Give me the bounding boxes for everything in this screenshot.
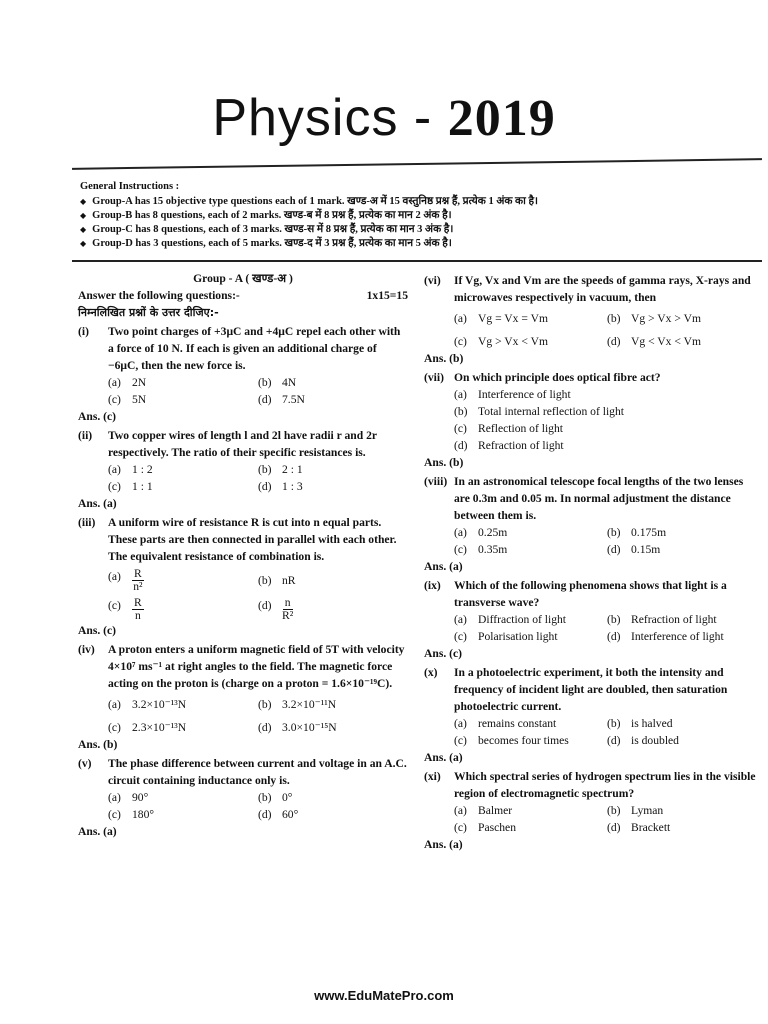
option: (d) is doubled (607, 734, 679, 747)
options (78, 789, 408, 823)
fraction: $\frac{R}{\text{n²}}$ (133, 567, 143, 593)
options (424, 386, 760, 454)
option: (b) 4N (258, 376, 297, 389)
question-text: Which spectral series of hydrogen spectrum lies in the visible region of electromagnetic spectrum? (454, 770, 756, 800)
option: (c) becomes four times (454, 734, 569, 747)
question-2 (78, 427, 408, 461)
option: (a) 0.25m (454, 526, 508, 539)
option: (b) nR (258, 574, 296, 587)
option: (b) 0° (258, 791, 293, 804)
answer: Ans. (c) (424, 647, 462, 660)
option: (b) Vg > Vx > Vm (607, 312, 701, 325)
option: (a) remains constant (454, 717, 557, 730)
question-text: In an astronomical telescope focal lengths of the two lenses are 0.3m and 0.05 m. In normal adjustment the distance between them is. (454, 475, 744, 522)
option: (b) 3.2×10⁻¹¹N (258, 698, 337, 711)
options (424, 310, 760, 350)
question-text: On which principle does optical fibre act? (454, 371, 661, 384)
instruction-item: ◆ Group-C has 8 questions, each of 3 marks. खण्ड-स में 8 प्रश्न हैं, प्रत्येक का मान 3 अंक है। (80, 223, 760, 237)
option: (b) 2 : 1 (258, 463, 303, 476)
question-text: Which of the following phenomena shows that light is a transverse wave? (454, 579, 727, 609)
instruction-item: ◆ Group-A has 15 objective type questions each of 1 mark. खण्ड-अ में 15 वस्तुनिष्ठ प्रश्न हैं, प्रत्येक 1 अंक का है। (80, 195, 760, 209)
option: (d) 1 : 3 (258, 480, 303, 493)
option: (a) 3.2×10⁻¹³N (108, 698, 187, 711)
option: (c) 2.3×10⁻¹³N (108, 721, 187, 734)
question-6 (424, 272, 760, 306)
question-text: If Vg, Vx and Vm are the speeds of gamma rays, X-rays and microwaves respectively in vacuum, then (454, 274, 751, 304)
question-text: Two copper wires of length l and 2l have radii r and 2r respectively. The ratio of their specific resistances is. (108, 429, 377, 459)
option: (d) 60° (258, 808, 299, 821)
options (424, 715, 760, 749)
question-text: Two point charges of +3μC and +4μC repel each other with a force of 10 N. If each is given an additional charge of −6μC, then the new force is. (108, 325, 401, 372)
question-11 (424, 768, 760, 802)
options (78, 461, 408, 495)
answer: Ans. (b) (424, 352, 464, 365)
question-number: (iv) (78, 643, 95, 656)
question-number: (v) (78, 757, 92, 770)
option: (a) Vg = Vx = Vm (454, 312, 548, 325)
title-rule (72, 158, 762, 170)
question-text: A proton enters a uniform magnetic field of 5T with velocity 4×10⁷ ms⁻¹ at right angles to the field. The magnetic force acting on the proton is (charge on a proton = 1.6×10⁻¹⁹C). (108, 643, 405, 690)
section-rule (72, 260, 762, 262)
answer: Ans. (b) (78, 738, 118, 751)
options (78, 696, 408, 736)
question-1 (78, 323, 408, 374)
question-number: (ii) (78, 429, 93, 442)
option: (c) 5N (108, 393, 147, 406)
option: (c) Polarisation light (454, 630, 558, 643)
answer: Ans. (a) (424, 560, 463, 573)
marks-total: 1x15=15 (366, 289, 408, 302)
option: (c) Vg > Vx < Vm (454, 335, 548, 348)
options (424, 524, 760, 558)
option: (b) Lyman (607, 804, 664, 817)
option: (d) Brackett (607, 821, 671, 834)
question-4 (78, 641, 408, 692)
options (424, 611, 760, 645)
fraction: $\frac{n}{\text{R²}}$ (282, 596, 294, 622)
answer: Ans. (a) (424, 838, 463, 851)
fraction: $\frac{R}{n}$ (134, 596, 142, 622)
answer: Ans. (b) (424, 456, 464, 469)
question-number: (x) (424, 666, 438, 679)
question-text: A uniform wire of resistance R is cut into n equal parts. These parts are then connected in parallel with each other. The equivalent resistance of combination is. (108, 516, 397, 563)
option: (d) 3.0×10⁻¹⁵N (258, 721, 337, 734)
option: (c) 180° (108, 808, 155, 821)
answer-instruction: Answer the following questions:- (78, 289, 240, 302)
footer-website: www.EduMatePro.com (314, 988, 454, 1003)
instruction-item: ◆ Group-B has 8 questions, each of 2 marks. खण्ड-ब में 8 प्रश्न हैं, प्रत्येक का मान 2 अंक है। (80, 209, 760, 223)
option: (b) Total internal reflection of light (454, 405, 624, 418)
option: (c) Paschen (454, 821, 516, 834)
option: (d) Vg < Vx < Vm (607, 335, 701, 348)
option: (a) Balmer (454, 804, 513, 817)
option: (d) $\frac{n}{\text{R²}}$ (258, 596, 294, 622)
question-number: (vi) (424, 274, 441, 287)
option: (d) 0.15m (607, 543, 661, 556)
option: (c) Reflection of light (454, 422, 564, 435)
option: (c) 1 : 1 (108, 480, 153, 493)
options (78, 374, 408, 408)
answer: Ans. (a) (78, 497, 117, 510)
answer: Ans. (a) (424, 751, 463, 764)
title-subject: Physics - (212, 89, 448, 147)
option: (b) Refraction of light (607, 613, 717, 626)
question-number: (iii) (78, 516, 96, 529)
instructions-heading: General Instructions : (80, 181, 180, 192)
option: (c) $\frac{R}{n}$ (108, 596, 142, 622)
question-9 (424, 577, 760, 611)
question-3 (78, 514, 408, 565)
question-number: (viii) (424, 475, 448, 488)
question-number: (ix) (424, 579, 441, 592)
options (424, 802, 760, 836)
question-7 (424, 369, 760, 386)
question-number: (vii) (424, 371, 444, 384)
option: (d) 7.5N (258, 393, 305, 406)
question-text: The phase difference between current and voltage in an A.C. circuit containing inductance only is. (108, 757, 407, 787)
question-8 (424, 473, 760, 524)
instruction-item: ◆ Group-D has 3 questions, each of 5 marks. खण्ड-द में 3 प्रश्न हैं, प्रत्येक का मान 5 अंक है। (80, 237, 760, 251)
option: (a) 2N (108, 376, 147, 389)
group-a-heading: Group - A ( खण्ड-अ ) (193, 272, 293, 285)
question-5 (78, 755, 408, 789)
answer-instruction-row (78, 287, 408, 304)
right-column (424, 270, 760, 854)
option: (d) Refraction of light (454, 439, 564, 452)
question-number: (xi) (424, 770, 441, 783)
option: (b) is halved (607, 717, 673, 730)
question-10 (424, 664, 760, 715)
option: (a) 90° (108, 791, 149, 804)
general-instructions (80, 180, 760, 251)
option: (a) $\frac{R}{\text{n²}}$ (108, 567, 143, 593)
question-number: (i) (78, 325, 89, 338)
hindi-instruction: निम्नलिखित प्रश्नों के उत्तर दीजिए:- (78, 306, 219, 319)
options (78, 568, 408, 622)
option: (a) Interference of light (454, 388, 571, 401)
answer: Ans. (a) (78, 825, 117, 838)
page-title (0, 88, 768, 149)
question-text: In a photoelectric experiment, it both the intensity and frequency of incident light are doubled, then saturation photoelectric current. (454, 666, 728, 713)
answer: Ans. (c) (78, 410, 116, 423)
answer: Ans. (c) (78, 624, 116, 637)
option: (a) 1 : 2 (108, 463, 153, 476)
option: (c) 0.35m (454, 543, 508, 556)
option: (b) 0.175m (607, 526, 667, 539)
left-column (78, 270, 408, 841)
option: (d) Interference of light (607, 630, 724, 643)
option: (a) Diffraction of light (454, 613, 567, 626)
title-year: 2019 (447, 90, 556, 147)
